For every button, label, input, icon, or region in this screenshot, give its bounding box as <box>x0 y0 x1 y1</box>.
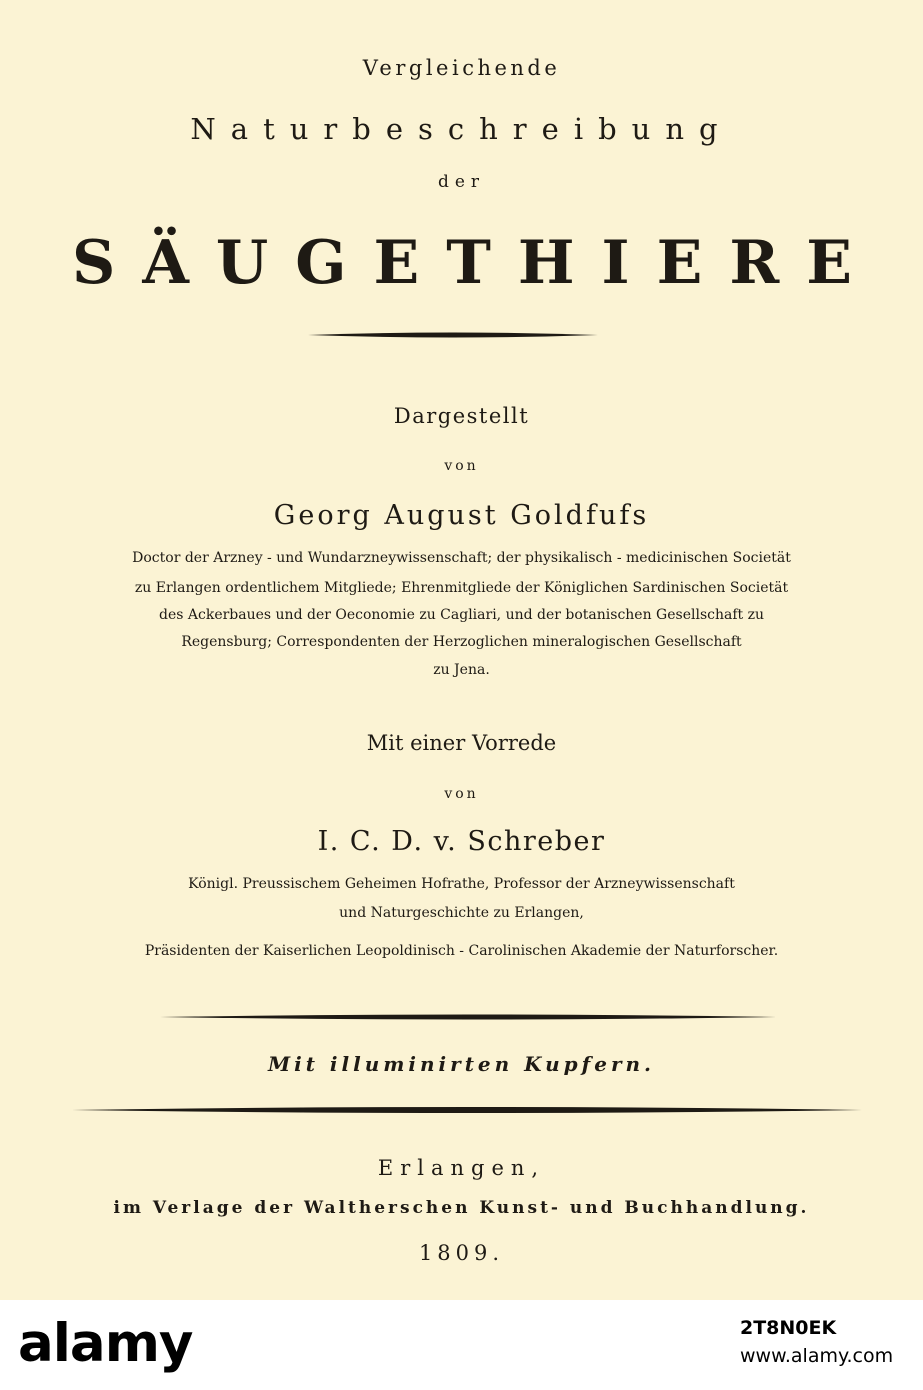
illustrations-note: Mit illuminirten Kupfern. <box>267 1052 655 1076</box>
author-description-line: zu Erlangen ordentlichem Mitgliede; Ehrenmitgliede der Königlichen Sardinischen Societät <box>134 580 789 596</box>
preface-label: Mit einer Vorrede <box>366 731 557 755</box>
imprint-publisher: im Verlage der Waltherschen Kunst- und Buchhandlung. <box>113 1198 810 1218</box>
author-description-line: Doctor der Arzney - und Wundarzneywissenschaft; der physikalisch - medicinischen Societät <box>132 550 791 566</box>
von-label-author: von <box>444 458 479 474</box>
alamy-logo: alamy <box>18 1313 193 1374</box>
image-id: 2T8N0EK <box>740 1317 837 1339</box>
author-description-line: des Ackerbaues und der Oeconomie zu Cagliari, und der botanischen Gesellschaft zu <box>159 607 764 623</box>
preface-author-description-line: und Naturgeschichte zu Erlangen, <box>339 905 584 921</box>
imprint-place: Erlangen, <box>377 1156 546 1180</box>
preface-author-description-line: Königl. Preussischem Geheimen Hofrathe, Professor der Arzneywissenschaft <box>188 876 735 892</box>
rule-above-illustrations <box>160 1012 776 1022</box>
von-label-preface: von <box>444 786 479 802</box>
rule-above-imprint <box>72 1104 862 1116</box>
title-line-der: der <box>437 172 486 192</box>
author-name: Georg August Goldfufs <box>273 500 650 531</box>
preface-author-name: I. C. D. v. Schreber <box>317 826 606 857</box>
imprint-year: 1809. <box>418 1241 505 1265</box>
author-description-line: zu Jena. <box>433 662 490 678</box>
main-title: SÄUGETHIERE <box>72 228 879 298</box>
title-line-naturbeschreibung: Naturbeschreibung <box>190 112 733 146</box>
preface-author-description-line: Präsidenten der Kaiserlichen Leopoldinisch - Carolinischen Akademie der Naturforscher. <box>144 943 779 959</box>
title-line-vergleichende: Vergleichende <box>362 56 561 80</box>
stock-url: www.alamy.com <box>740 1345 894 1367</box>
author-description-line: Regensburg; Correspondenten der Herzoglichen mineralogischen Gesellschaft <box>181 634 742 650</box>
rule-under-title <box>308 330 598 340</box>
dargestellt-label: Dargestellt <box>393 404 530 428</box>
